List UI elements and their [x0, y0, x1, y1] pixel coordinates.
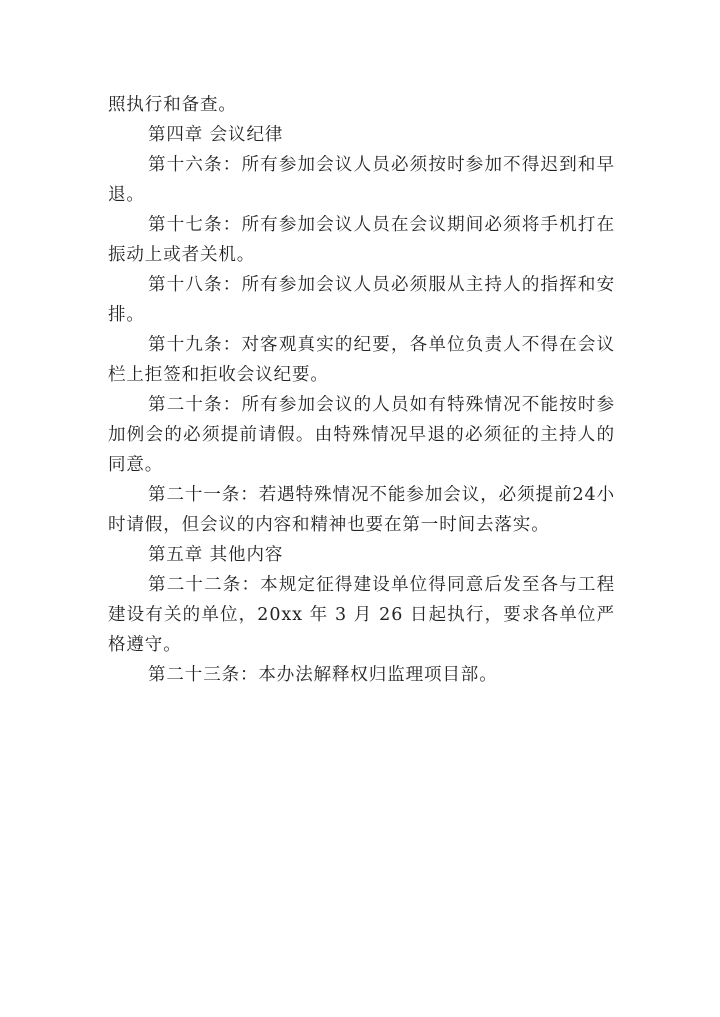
article-20: 第二十条：所有参加会议的人员如有特殊情况不能按时参加例会的必须提前请假。由特殊情况早退的必须征的主持人的同意。: [108, 395, 615, 475]
document-body: [108, 90, 615, 690]
paragraph-continuation: 照执行和备查。: [108, 95, 237, 115]
article-21: 第二十一条：若遇特殊情况不能参加会议，必须提前24小时请假，但会议的内容和精神也要在第一时间去落实。: [108, 485, 615, 535]
chapter-heading-5: 第五章 其他内容: [148, 545, 284, 565]
article-23: 第二十三条：本办法解释权归监理项目部。: [148, 665, 498, 685]
article-17: 第十七条：所有参加会议人员在会议期间必须将手机打在振动上或者关机。: [108, 215, 615, 265]
chapter-heading-4: 第四章 会议纪律: [148, 125, 284, 145]
article-22: 第二十二条：本规定征得建设单位得同意后发至各与工程建设有关的单位，20xx 年 3 月 26 日起执行，要求各单位严格遵守。: [108, 575, 615, 655]
article-19: 第十九条：对客观真实的纪要，各单位负责人不得在会议栏上拒签和拒收会议纪要。: [108, 335, 615, 385]
article-18: 第十八条：所有参加会议人员必须服从主持人的指挥和安排。: [108, 275, 615, 325]
article-16: 第十六条：所有参加会议人员必须按时参加不得迟到和早退。: [108, 155, 615, 205]
